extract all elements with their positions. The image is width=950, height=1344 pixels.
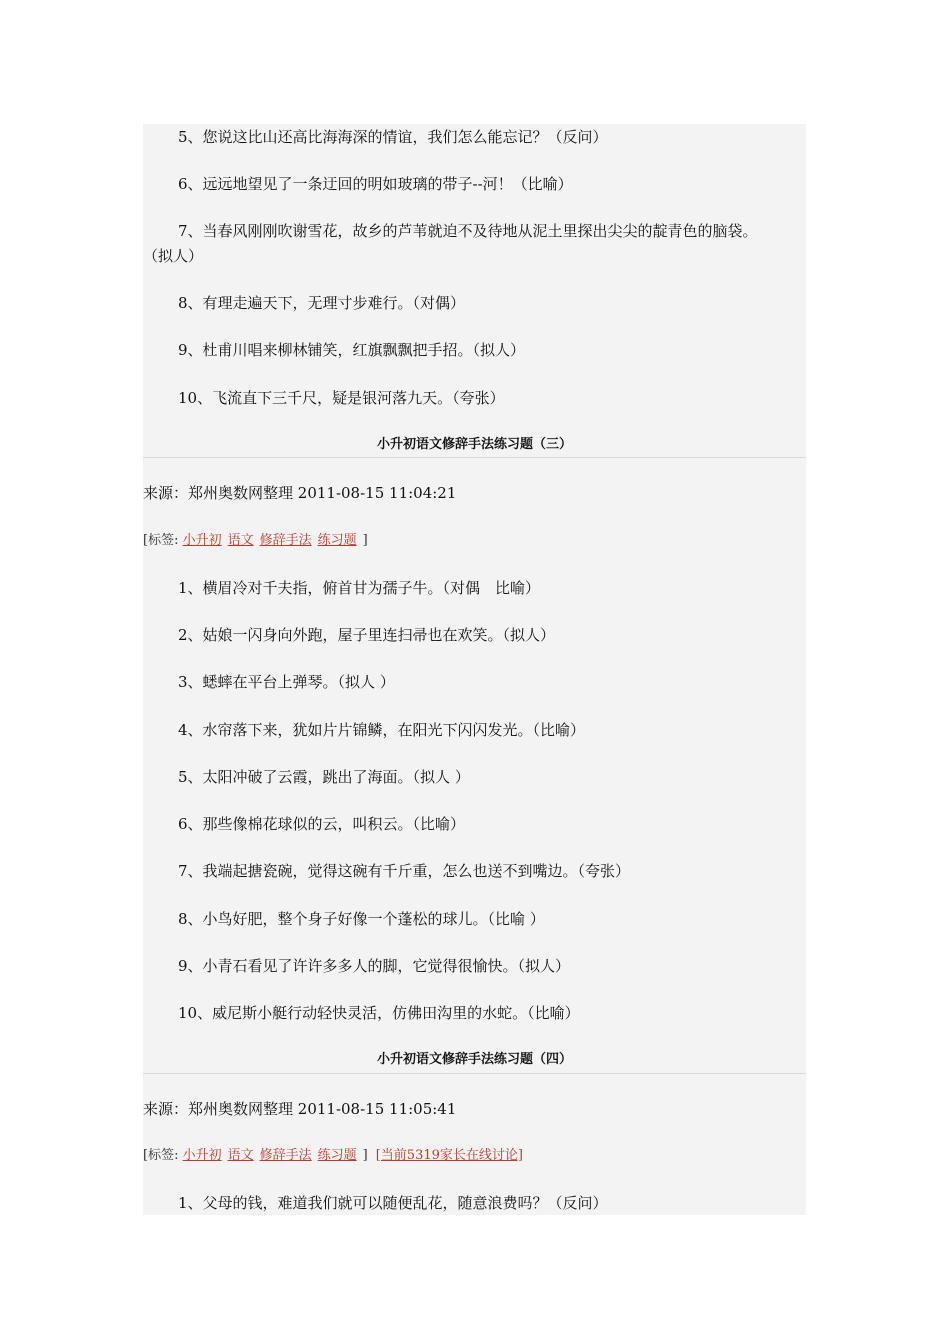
tag-link[interactable]: 修辞手法 (259, 533, 312, 548)
tag-link[interactable]: 练习题 (317, 533, 357, 548)
discussion-link[interactable]: [当前5319家长在线讨论] (375, 1148, 523, 1163)
list-item: 1、横眉冷对千夫指，俯首甘为孺子牛。（对偶 比喻） (178, 579, 541, 597)
list-item: 8、小鸟好肥，整个身子好像一个蓬松的球儿。（比喻 ） (178, 910, 545, 928)
tag-link[interactable]: 修辞手法 (259, 1148, 312, 1163)
list-item-continuation: （拟人） (143, 247, 204, 265)
tag-link[interactable]: 语文 (227, 533, 254, 548)
tag-line (143, 1144, 806, 1168)
list-item: 9、小青石看见了许许多多人的脚，它觉得很愉快。（拟人） (178, 957, 571, 975)
list-item: 2、姑娘一闪身向外跑，屋子里连扫帚也在欢笑。（拟人） (178, 626, 556, 644)
list-item: 8、有理走遍天下，无理寸步难行。（对偶） (178, 294, 466, 312)
list-item: 10、飞流直下三千尺，疑是银河落九天。（夸张） (178, 389, 505, 407)
divider (143, 1073, 806, 1074)
tag-link[interactable]: 小升初 (182, 533, 222, 548)
list-item: 3、蟋蟀在平台上弹琴。（拟人 ） (178, 673, 395, 691)
list-item: 5、太阳冲破了云霞，跳出了海面。（拟人 ） (178, 768, 470, 786)
tag-line (143, 529, 806, 553)
list-item: 5、您说这比山还高比海海深的情谊，我们怎么能忘记？（反问） (178, 128, 608, 146)
list-item: 10、威尼斯小艇行动轻快灵活，仿佛田沟里的水蛇。（比喻） (178, 1004, 580, 1022)
list-item: 6、那些像棉花球似的云，叫积云。（比喻） (178, 815, 466, 833)
tag-suffix: ] (362, 1148, 368, 1163)
divider (143, 457, 806, 458)
source-line: 来源：郑州奥数网整理 2011-08-15 11:05:41 (143, 1100, 457, 1118)
list-item: 7、我端起搪瓷碗，觉得这碗有千斤重，怎么也送不到嘴边。（夸张） (178, 862, 631, 880)
tag-prefix: [标签: (143, 533, 179, 548)
tag-link[interactable]: 练习题 (317, 1148, 357, 1163)
list-item: 9、杜甫川唱来柳林铺笑，红旗飘飘把手招。（拟人） (178, 341, 526, 359)
list-item: 4、水帘落下来，犹如片片锦鳞，在阳光下闪闪发光。（比喻） (178, 721, 586, 739)
list-item: 6、远远地望见了一条迂回的明如玻璃的带子--河！（比喻） (178, 175, 573, 193)
section-title: 小升初语文修辞手法练习题（三） (376, 437, 572, 452)
tag-prefix: [标签: (143, 1148, 179, 1163)
tag-link[interactable]: 语文 (227, 1148, 254, 1163)
tag-link[interactable]: 小升初 (182, 1148, 222, 1163)
list-item: 1、父母的钱，难道我们就可以随便乱花，随意浪费吗？（反问） (178, 1194, 608, 1212)
section-title: 小升初语文修辞手法练习题（四） (376, 1052, 572, 1067)
source-line: 来源：郑州奥数网整理 2011-08-15 11:04:21 (143, 484, 457, 502)
list-item: 7、当春风刚刚吹谢雪花，故乡的芦苇就迫不及待地从泥土里探出尖尖的靛青色的脑袋。 (178, 222, 758, 240)
tag-suffix: ] (362, 533, 368, 548)
